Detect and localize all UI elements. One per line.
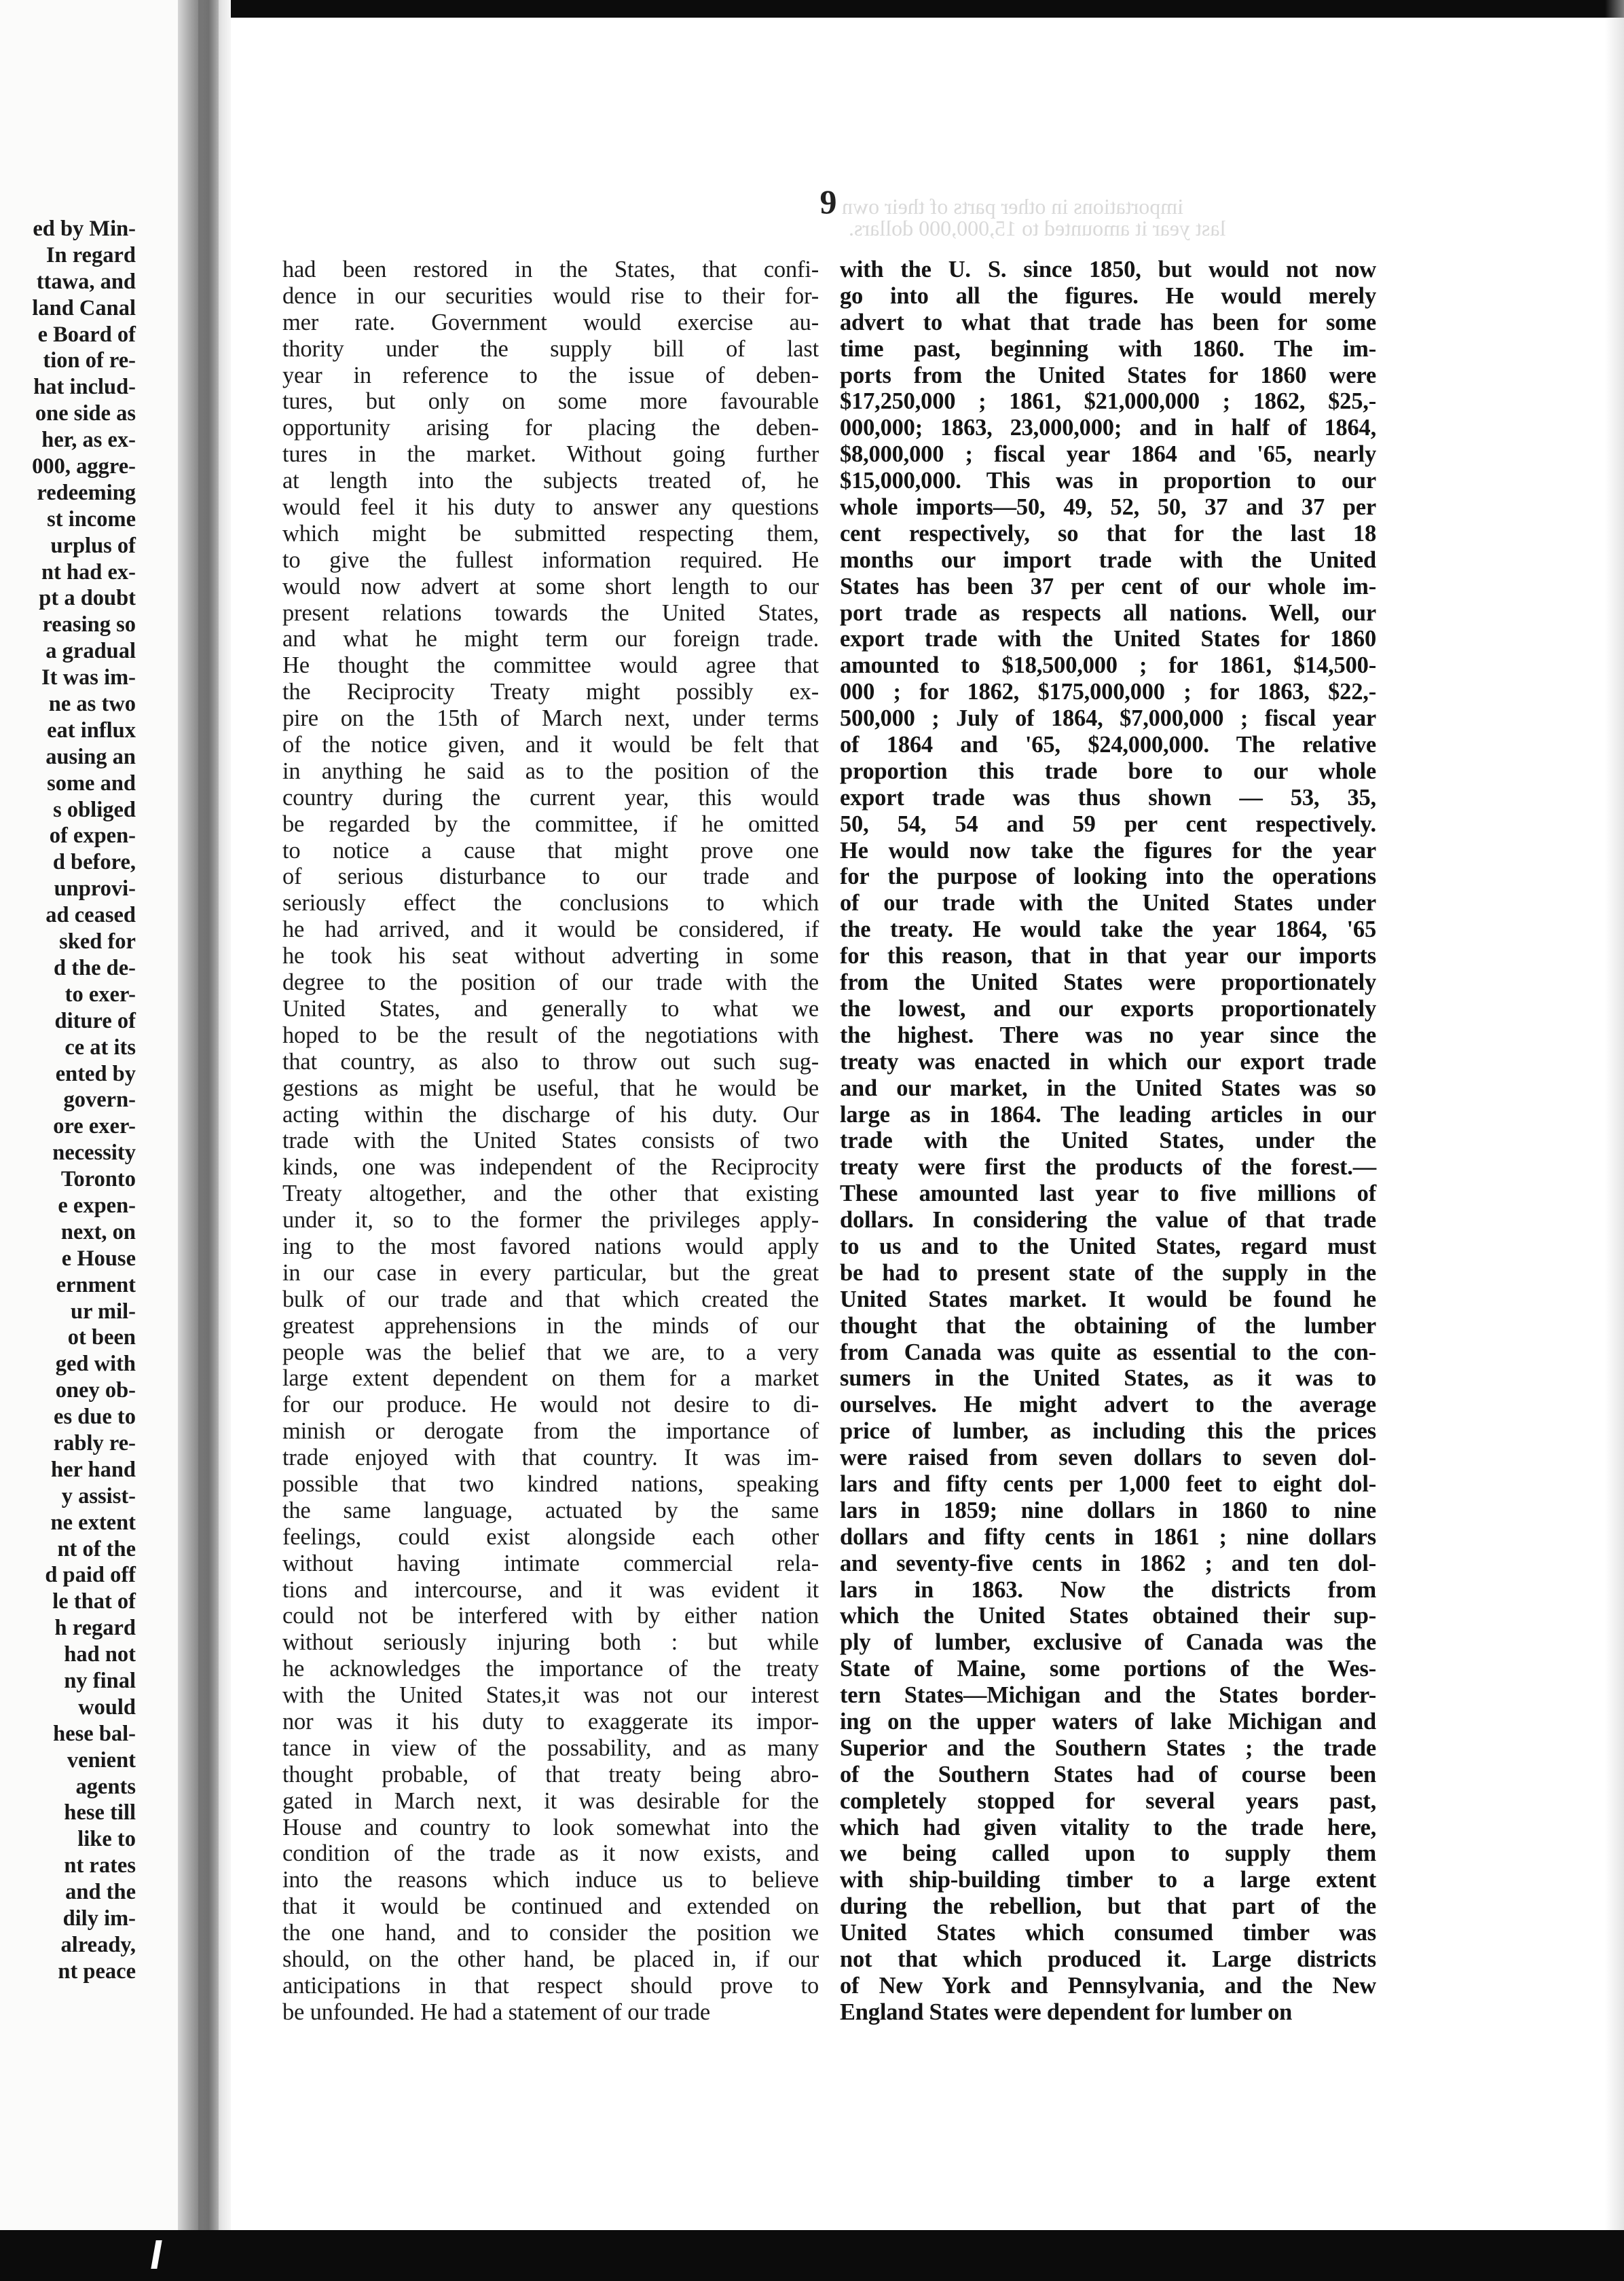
text-line: not that which produced it. Large districts [840,1946,1376,1972]
text-line: degree to the position of our trade with the [282,969,819,996]
text-line: of the Southern States had of course been [840,1761,1376,1787]
text-line: lars and fifty cents per 1,000 feet to eight dol- [840,1470,1376,1497]
fragment-line: It was im- [41,665,136,690]
text-line: United States, and generally to what we [282,995,819,1022]
text-line: without seriously injuring both : but while [282,1629,819,1656]
text-line: trade with the United States consists of two [282,1128,819,1154]
text-line: Treaty altogether, and the other that existing [282,1181,819,1207]
text-line: he had arrived, and it would be considered, if [282,916,819,943]
text-line: He thought the committee would agree that [282,652,819,679]
fragment-line: ented by [55,1061,136,1086]
text-line: go into all the figures. He would merely [840,282,1376,309]
text-line: the lowest, and our exports proportionately [840,995,1376,1022]
text-line: should, on the other hand, be placed in, if our [282,1946,819,1972]
text-line: we being called upon to supply them [840,1840,1376,1867]
fragment-line: land Canal [32,295,136,320]
fragment-line: diture of [54,1008,136,1033]
text-column-left [282,257,819,2026]
fragment-line: a gradual [45,639,136,664]
fragment-line: would [78,1694,136,1720]
scan-bottom-border [0,2230,1624,2281]
fragment-line: ur mil- [71,1299,136,1324]
text-line: during the rebellion, but that part of the [840,1893,1376,1920]
text-line: cent respectively, so that for the last 18 [840,520,1376,546]
fragment-line: Toronto [60,1167,136,1192]
fragment-line: hese bal- [53,1721,136,1746]
text-line: the same language, actuated by the same [282,1497,819,1523]
fragment-line: her hand [51,1457,136,1482]
fragment-line: y assist- [61,1483,136,1508]
text-line: seriously effect the conclusions to which [282,890,819,916]
text-line: United States which consumed timber was [840,1920,1376,1946]
text-line: 500,000 ; July of 1864, $7,000,000 ; fiscal year [840,705,1376,732]
text-line: year in reference to the issue of deben- [282,362,819,388]
fragment-line: urplus of [50,533,136,558]
text-line: possible that two kindred nations, speaking [282,1470,819,1497]
text-line: which the United States obtained their sup- [840,1603,1376,1629]
text-line: without having intimate commercial rela- [282,1550,819,1576]
fragment-line: redeeming [37,480,136,505]
text-line: tance in view of the possability, and as many [282,1735,819,1761]
fragment-line: nt had ex- [41,559,136,585]
fragment-line: govern- [63,1088,136,1113]
text-line: with the U. S. since 1850, but would not now [840,257,1376,282]
fragment-line: sked for [59,929,136,954]
text-line: to give the fullest information required. He [282,546,819,573]
text-line: be had to present state of the supply in the [840,1259,1376,1286]
text-line: opportunity arising for placing the deben- [282,415,819,441]
text-line: he took his seat without adverting in some [282,943,819,969]
text-line: ing to the most favored nations would apply [282,1233,819,1259]
text-line: for this reason, that in that year our imports [840,943,1376,969]
text-line: nor was it his duty to exaggerate its impor- [282,1708,819,1735]
text-line: of New York and Pennsylvania, and the New [840,1972,1376,1999]
text-line: time past, beginning with 1860. The im- [840,335,1376,362]
text-line: dollars. In considering the value of that trade [840,1207,1376,1234]
text-line: under it, so to the former the privileges apply- [282,1207,819,1234]
fragment-line: oney ob- [55,1378,136,1403]
fragment-line: nt peace [58,1959,136,1984]
fragment-line: e Board of [37,322,136,347]
text-line: completely stopped for several years past, [840,1787,1376,1814]
text-line: and what he might term our foreign trade. [282,626,819,652]
text-line: gated in March next, it was desirable for the [282,1787,819,1814]
text-line: large extent dependent on them for a market [282,1365,819,1392]
fragment-line: necessity [52,1140,136,1166]
text-line: greatest apprehensions in the minds of our [282,1312,819,1339]
text-line: England States were dependent for lumber on [840,1999,1293,2025]
text-line: Superior and the Southern States ; the trade [840,1735,1376,1761]
fragment-line: of expen- [49,823,136,849]
text-line: ourselves. He might advert to the average [840,1392,1376,1418]
fragment-line: next, on [60,1219,136,1244]
fragment-line: agents [75,1774,136,1799]
fragment-line: and the [65,1880,136,1905]
text-line: lars in 1863. Now the districts from [840,1576,1376,1603]
fragment-line: d paid off [45,1563,136,1588]
text-line: acting within the discharge of his duty. Our [282,1101,819,1128]
fragment-line: ed by Min- [33,217,136,241]
text-line: dence in our securities would rise to their for- [282,282,819,309]
text-line: at length into the subjects treated of, he [282,468,819,494]
text-line: trade enjoyed with that country. It was im- [282,1445,819,1471]
fragment-line: had not [64,1642,136,1667]
text-line: amounted to $18,500,000 ; for 1861, $14,500- [840,652,1376,679]
text-line: that country, as also to throw out such sug- [282,1048,819,1075]
text-line: lars in 1859; nine dollars in 1860 to nine [840,1497,1376,1523]
text-line: mer rate. Government would exercise au- [282,309,819,335]
fragment-line: ausing an [45,744,136,769]
text-line: ports from the United States for 1860 were [840,362,1376,388]
text-line: to notice a cause that might prove one [282,837,819,864]
text-line: the highest. There was no year since the [840,1022,1376,1048]
text-line: advert to what that trade has been for some [840,309,1376,335]
text-line: into the reasons which induce us to believe [282,1867,819,1893]
text-line: 000 ; for 1862, $175,000,000 ; for 1863, $22,- [840,679,1376,705]
text-line: minish or derogate from the importance of [282,1418,819,1445]
text-line: United States market. It would be found he [840,1286,1376,1312]
fragment-line: nt rates [64,1853,136,1878]
text-line: for our produce. He would not desire to di- [282,1392,819,1418]
text-line: pire on the 15th of March next, under terms [282,705,819,732]
fragment-line: ny final [64,1668,136,1693]
bleed-through-text: importations in other parts of their own [842,194,1184,219]
scan-top-border [0,0,1624,18]
page-number: 9 [819,183,837,221]
text-line: people was the belief that we are, to a very [282,1339,819,1365]
text-line: present relations towards the United States, [282,599,819,626]
text-line: thought that the obtaining of the lumber [840,1312,1376,1339]
text-line: whole imports—50, 49, 52, 50, 37 and 37 per [840,494,1376,521]
fragment-line: s obliged [53,797,136,822]
fragment-line: rably re- [53,1430,136,1455]
text-line: large as in 1864. The leading articles in our [840,1101,1376,1128]
text-line: of serious disturbance to our trade and [282,864,819,890]
fragment-line: ad ceased [45,903,136,928]
text-line: hoped to be the result of the negotiations with [282,1022,819,1048]
fragment-line: ore exer- [53,1114,136,1139]
fragment-line: ttawa, and [36,269,136,294]
fragment-line: ne as two [48,692,136,717]
text-line: export trade was thus shown — 53, 35, [840,784,1376,811]
text-line: $17,250,000 ; 1861, $21,000,000 ; 1862, $25,- [840,388,1376,415]
text-line: of our trade with the United States under [840,890,1376,916]
text-line: State of Maine, some portions of the Wes- [840,1656,1376,1682]
text-line: ply of lumber, exclusive of Canada was the [840,1629,1376,1656]
text-line: could not be interfered with by either nation [282,1603,819,1629]
fragment-line: pt a doubt [39,586,136,611]
fragment-line: like to [77,1827,136,1852]
fragment-line: unprovi- [54,876,136,902]
fragment-line: hese till [64,1800,136,1825]
fragment-line: nt of the [57,1536,136,1561]
fragment-line: ged with [55,1352,136,1377]
text-line: of the notice given, and it would be felt that [282,732,819,758]
text-line: treaty was enacted in which our export trade [840,1048,1376,1075]
text-line: that it would be continued and extended on [282,1893,819,1920]
text-line: of 1864 and '65, $24,000,000. The relative [840,732,1376,758]
text-line: be regarded by the committee, if he omitted [282,811,819,837]
text-line: had been restored in the States, that confi- [282,257,819,282]
text-line: bulk of our trade and that which created the [282,1286,819,1312]
text-line: thought probable, of that treaty being abro- [282,1761,819,1787]
fragment-line: d the de- [54,955,136,980]
text-line: he acknowledges the importance of the treaty [282,1656,819,1682]
text-line: anticipations in that respect should prove to [282,1972,819,1999]
text-line: 50, 54, 54 and 59 per cent respectively. [840,811,1376,837]
text-line: thority under the supply bill of last [282,335,819,362]
text-line: proportion this trade bore to our whole [840,758,1376,784]
fragment-line: reasing so [42,612,136,637]
text-line: export trade with the United States for 1860 [840,626,1376,652]
fragment-line: es due to [54,1405,136,1430]
text-line: He would now take the figures for the year [840,837,1376,864]
text-line: from Canada was quite as essential to the con- [840,1339,1376,1365]
fragment-line: some and [47,771,136,796]
text-line: for the purpose of looking into the operations [840,864,1376,890]
fragment-line: In regard [45,242,136,267]
fragment-line: ne extent [50,1510,136,1535]
text-line: and seventy-five cents in 1862 ; and ten dol- [840,1550,1376,1576]
text-line: would feel it his duty to answer any questions [282,494,819,521]
fragment-line: hat includ- [33,375,136,400]
fragment-line: ernment [56,1272,136,1297]
text-line: in our case in every particular, but the great [282,1259,819,1286]
text-line: the one hand, and to consider the position we [282,1920,819,1946]
fragment-line: le that of [52,1589,136,1614]
text-line: trade with the United States, under the [840,1128,1376,1154]
text-line: months our import trade with the United [840,546,1376,573]
text-line: port trade as respects all nations. Well, our [840,599,1376,626]
fragment-line: to exer- [64,982,136,1007]
text-column-right [840,257,1376,2026]
text-line: $8,000,000 ; fiscal year 1864 and '65, nearly [840,441,1376,468]
text-line: were raised from seven dollars to seven dol- [840,1445,1376,1471]
text-line: which might be submitted respecting them, [282,520,819,546]
text-line: gestions as might be useful, that he would be [282,1075,819,1101]
fragment-line: h regard [54,1616,136,1641]
text-line: tures, but only on some more favourable [282,388,819,415]
text-line: to us and to the United States, regard must [840,1233,1376,1259]
fragment-line: e expen- [58,1193,136,1218]
text-line: which had given vitality to the trade here, [840,1814,1376,1840]
text-line: price of lumber, as including this the prices [840,1418,1376,1445]
fragment-line: d before, [52,850,136,875]
text-line: sumers in the United States, as it was to [840,1365,1376,1392]
text-line: 000,000; 1863, 23,000,000; and in half of 1864, [840,415,1376,441]
text-line: ing on the upper waters of lake Michigan and [840,1708,1376,1735]
fragment-line: eat influx [47,718,136,743]
text-line: dollars and fifty cents in 1861 ; nine dollars [840,1523,1376,1550]
fragment-line: e House [61,1246,136,1271]
fragment-line: already, [60,1932,136,1957]
text-line: These amounted last year to five millions of [840,1181,1376,1207]
fragment-line: 000, aggre- [32,454,136,479]
fragment-line: ce at its [64,1035,136,1060]
text-line: in anything he said as to the position of the [282,758,819,784]
text-line: States has been 37 per cent of our whole im- [840,573,1376,599]
binding-shadow [198,0,219,2281]
text-line: treaty were first the products of the forest.— [840,1154,1376,1181]
text-line: would now advert at some short length to our [282,573,819,599]
fragment-line: tion of re- [43,348,136,373]
text-line: tions and intercourse, and it was evident it [282,1576,819,1603]
text-line: tern States—Michigan and the States border- [840,1682,1376,1709]
fragment-line: st income [47,506,136,532]
text-line: the Reciprocity Treaty might possibly ex- [282,679,819,705]
left-facing-page [0,0,178,2281]
left-page-text-fragment [0,216,136,1985]
fragment-line: one side as [35,401,136,426]
text-line: be unfounded. He had a statement of our trade [282,1999,710,2025]
text-line: with the United States,it was not our interest [282,1682,819,1709]
text-line: House and country to look somewhat into the [282,1814,819,1840]
fragment-line: venient [67,1747,136,1773]
text-line: country during the current year, this would [282,784,819,811]
text-line: the treaty. He would take the year 1864, '65 [840,916,1376,943]
fragment-line: dily im- [62,1906,136,1931]
bleed-through-text: last year it amounted to 15,000,000 dollars. [849,216,1226,240]
text-line: tures in the market. Without going further [282,441,819,468]
text-line: from the United States were proportionately [840,969,1376,996]
page-edge-shadow [1605,0,1624,2281]
text-line: feelings, could exist alongside each other [282,1523,819,1550]
fragment-line: her, as ex- [41,428,136,453]
fragment-line: ot been [67,1325,136,1350]
text-line: $15,000,000. This was in proportion to our [840,468,1376,494]
text-line: condition of the trade as it now exists, and [282,1840,819,1867]
text-line: kinds, one was independent of the Reciprocity [282,1154,819,1181]
text-line: with ship-building timber to a large extent [840,1867,1376,1893]
text-line: and our market, in the United States was so [840,1075,1376,1101]
